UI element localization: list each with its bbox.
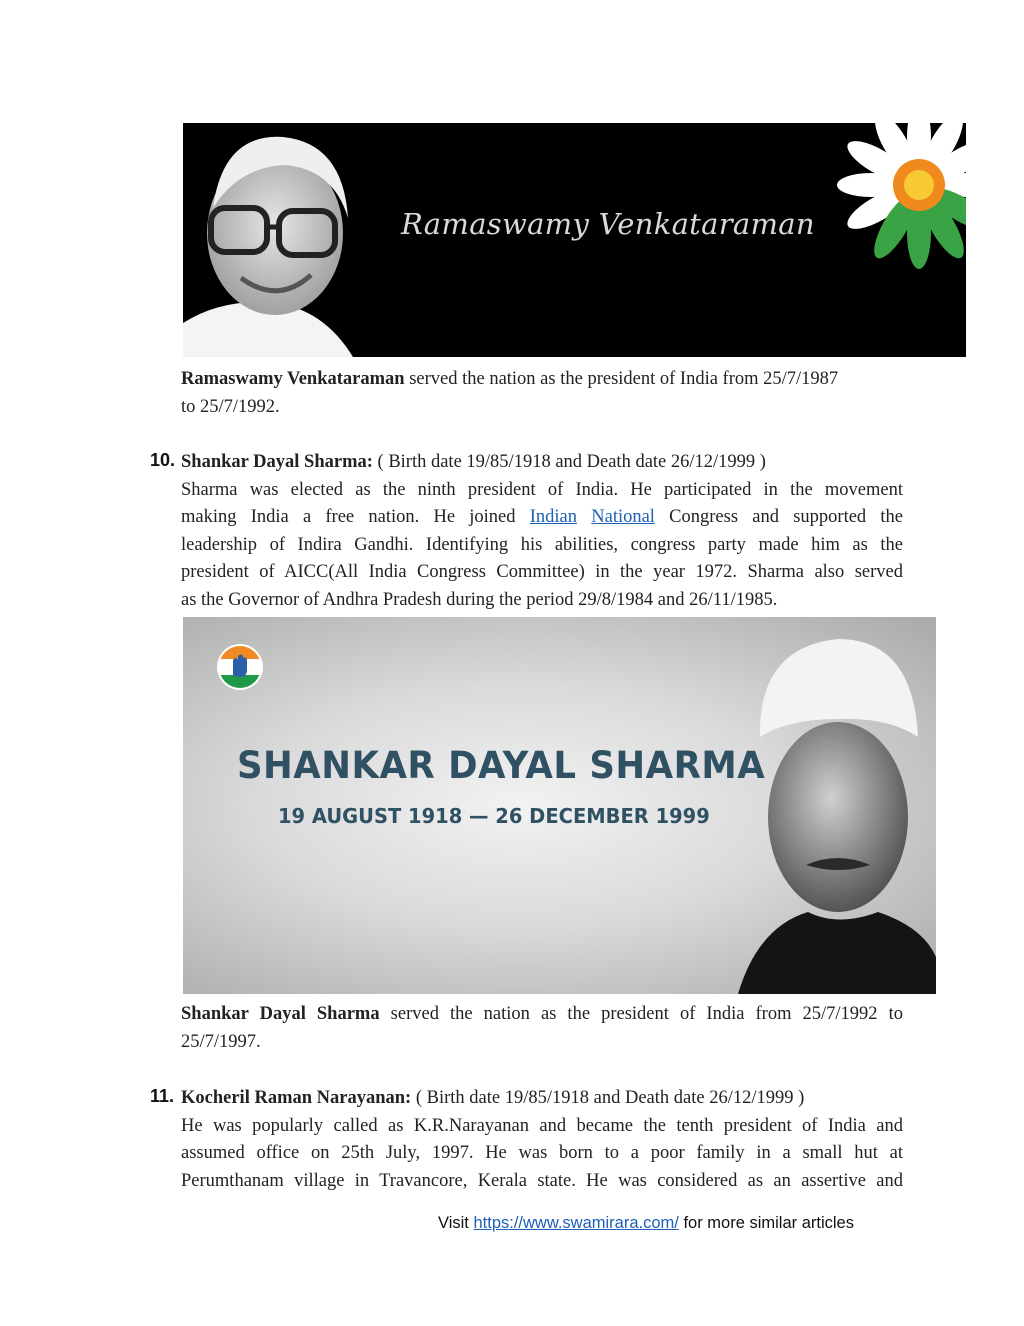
portrait-photo: [738, 627, 936, 994]
sharma-caption: [181, 1001, 903, 1056]
paragraph-line: Perumthanam village in Travancore, Kerala state. He was considered as an assertive and: [181, 1170, 903, 1191]
section-10: [181, 449, 903, 614]
paragraph-line: as the Governor of Andhra Pradesh during the period 29/8/1984 and 26/11/1985.: [181, 589, 778, 610]
caption-text: served the nation as the president of India from 25/7/1992 to: [379, 1004, 903, 1024]
section-11: [181, 1085, 903, 1195]
banner-title: Ramaswamy Venkataraman: [401, 207, 815, 241]
paragraph-line: president of AICC(All India Congress Committee) in the year 1972. Sharma also served: [181, 562, 903, 582]
footer-website-link[interactable]: https://www.swamirara.com/: [473, 1214, 679, 1232]
paragraph-line: Sharma was elected as the ninth president of India. He participated in the movement: [181, 479, 903, 500]
sharma-banner-image: [183, 617, 936, 994]
caption-text: served the nation as the president of India from 25/7/1987: [404, 369, 839, 389]
list-number-10: 10.: [150, 450, 176, 470]
paragraph-text: Congress and supported the: [654, 507, 904, 527]
section-heading-dates: ( Birth date 19/85/1918 and Death date 26/12/1999 ): [411, 1088, 805, 1108]
banner-dates: 19 AUGUST 1918 — 26 DECEMBER 1999: [278, 804, 710, 828]
section-heading: Shankar Dayal Sharma:: [181, 452, 373, 472]
caption-text-line2: 25/7/1997.: [181, 1031, 261, 1052]
paragraph-line: assumed office on 25th July, 1997. He was born to a poor family in a small hut at: [181, 1143, 903, 1163]
caption-text-line2: to 25/7/1992.: [181, 396, 280, 417]
paragraph-line-with-links: [181, 504, 903, 532]
paragraph-text: making India a free nation. He joined: [181, 507, 530, 527]
national-link[interactable]: National: [591, 507, 655, 527]
venkataraman-caption: [181, 366, 903, 421]
page-footer: [438, 1214, 854, 1233]
section-heading: Kocheril Raman Narayanan:: [181, 1088, 412, 1108]
congress-logo: [217, 644, 263, 690]
flower-illustration: [803, 123, 966, 357]
footer-suffix: for more similar articles: [678, 1214, 854, 1232]
list-number-11: 11.: [150, 1086, 175, 1106]
caption-name: Ramaswamy Venkataraman: [181, 369, 405, 389]
banner-name: SHANKAR DAYAL SHARMA: [237, 744, 766, 787]
section-heading-dates: ( Birth date 19/85/1918 and Death date 26/12/1999 ): [372, 452, 766, 472]
indian-link[interactable]: Indian: [529, 507, 578, 527]
venkataraman-banner-image: [183, 123, 966, 357]
footer-prefix: Visit: [438, 1214, 474, 1232]
paragraph-line: He was popularly called as K.R.Narayanan and became the tenth president of India and: [181, 1115, 903, 1136]
paragraph-line: leadership of Indira Gandhi. Identifying his abilities, congress party made him as the: [181, 534, 903, 555]
caption-name: Shankar Dayal Sharma: [181, 1004, 380, 1024]
